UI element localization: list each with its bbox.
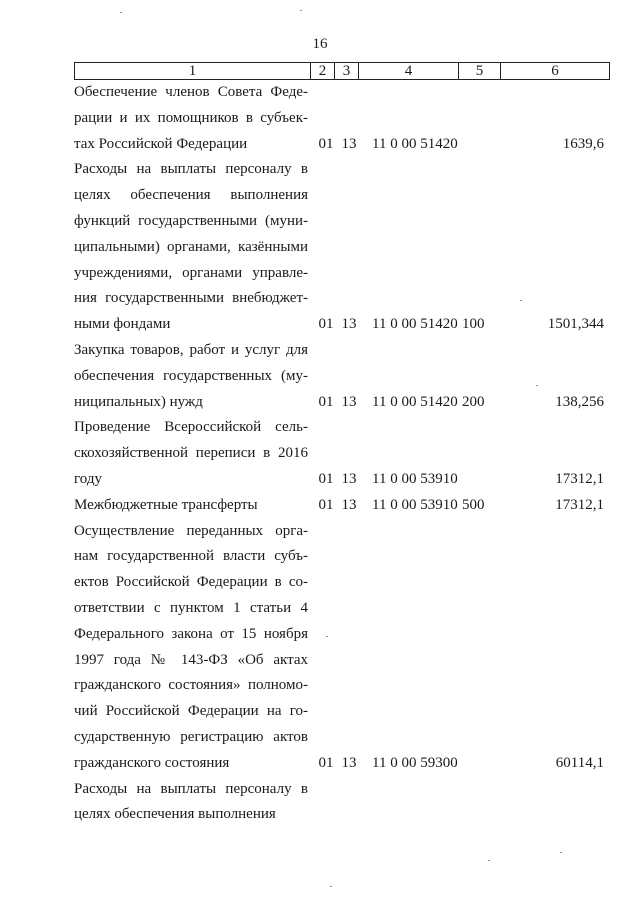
- subsection-code: 13: [341, 754, 357, 771]
- row-name-line: гражданского состояния» полномо-: [74, 677, 308, 694]
- row-name-line: ниципальных) нужд: [74, 393, 203, 410]
- row-name-line: ектов Российской Федерации в со-: [74, 574, 308, 591]
- row-name-line: ципальными) органами, казёнными: [74, 238, 308, 255]
- row-name: [74, 157, 310, 338]
- section-code: 01: [318, 470, 334, 487]
- row-name-line: рации и их помощников в субъек-: [74, 109, 308, 126]
- table-row: [74, 519, 610, 777]
- scan-speck: [520, 300, 522, 301]
- target-article-code: 11 0 00 59300: [372, 754, 458, 771]
- row-name-line: функций государственными (муни-: [74, 212, 308, 229]
- section-code: 01: [318, 393, 334, 410]
- expense-type-code: 100: [462, 316, 485, 333]
- row-name-line: Обеспечение членов Совета Феде-: [74, 84, 308, 100]
- row-name: [74, 493, 310, 519]
- amount: 138,256: [555, 393, 604, 410]
- target-article-code: 11 0 00 51420: [372, 135, 458, 152]
- scan-speck: [300, 10, 302, 11]
- expense-type-code: 200: [462, 393, 485, 410]
- row-name: [74, 415, 310, 492]
- column-header-4: 4: [359, 63, 459, 79]
- row-name-line: целях обеспечения выполнения: [74, 187, 308, 204]
- table-row: [74, 338, 610, 415]
- amount: 1639,6: [562, 135, 604, 152]
- target-article-code: 11 0 00 53910: [372, 496, 458, 513]
- row-name-line: Федерального закона от 15 ноября: [74, 625, 308, 642]
- scan-speck: [560, 852, 562, 853]
- subsection-code: 13: [341, 496, 357, 513]
- target-article-code: 11 0 00 51420: [372, 393, 458, 410]
- row-name-line: Межбюджетные трансферты: [74, 496, 258, 513]
- column-header-row: [74, 62, 610, 80]
- scan-speck: [120, 12, 122, 13]
- amount: 60114,1: [555, 754, 604, 771]
- row-name: [74, 338, 310, 415]
- row-name: [74, 80, 310, 157]
- row-name-line: скохозяйственной переписи в 2016: [74, 445, 308, 462]
- column-header-3: 3: [335, 63, 359, 79]
- table-row: [74, 157, 610, 338]
- scan-speck: [536, 385, 538, 386]
- column-header-5: 5: [459, 63, 501, 79]
- section-code: 01: [318, 496, 334, 513]
- scan-speck: [326, 636, 328, 637]
- column-header-2: 2: [311, 63, 335, 79]
- row-name: [74, 519, 310, 777]
- column-header-1: 1: [75, 63, 311, 79]
- row-name-line: обеспечения государственных (му-: [74, 367, 308, 384]
- row-name-line: Осуществление переданных орга-: [74, 522, 308, 539]
- amount: 1501,344: [547, 316, 604, 333]
- row-name-line: Проведение Всероссийской сель-: [74, 419, 308, 436]
- subsection-code: 13: [341, 470, 357, 487]
- section-code: 01: [318, 135, 334, 152]
- target-article-code: 11 0 00 53910: [372, 470, 458, 487]
- amount: 17312,1: [555, 496, 604, 513]
- row-name-line: ния государственными внебюджет-: [74, 290, 308, 307]
- row-name-line: Расходы на выплаты персоналу в: [74, 161, 308, 178]
- subsection-code: 13: [341, 316, 357, 333]
- page-number: 16: [312, 36, 328, 52]
- row-name-line: гражданского состояния: [74, 754, 230, 771]
- row-name-line: ными фондами: [74, 316, 171, 333]
- table-row: [74, 493, 610, 519]
- column-header-6: 6: [551, 63, 559, 79]
- expense-type-code: 500: [462, 496, 485, 513]
- row-name-line: чий Российской Федерации на го-: [74, 703, 308, 720]
- row-name-line: году: [74, 470, 102, 487]
- row-name-line: нам государственной власти субъ-: [74, 548, 308, 565]
- section-code: 01: [318, 316, 334, 333]
- row-name-line: Закупка товаров, работ и услуг для: [74, 341, 308, 358]
- row-name-line: 1997 года № 143-ФЗ «Об актах: [74, 651, 308, 668]
- table-row: [74, 415, 610, 492]
- row-name-line: Расходы на выплаты персоналу в: [74, 780, 308, 797]
- table-row: [74, 777, 610, 829]
- row-name-line: учреждениями, органами управле-: [74, 264, 308, 281]
- table-row: [74, 80, 610, 157]
- subsection-code: 13: [341, 393, 357, 410]
- row-name-line: целях обеспечения выполнения: [74, 806, 276, 823]
- scan-speck: [488, 860, 490, 861]
- row-name-line: ответствии с пунктом 1 статьи 4: [74, 599, 308, 616]
- subsection-code: 13: [341, 135, 357, 152]
- row-name-line: сударственную регистрацию актов: [74, 728, 308, 745]
- scan-speck: [330, 886, 332, 887]
- budget-table-body: [74, 80, 610, 828]
- section-code: 01: [318, 754, 334, 771]
- row-name-line: тах Российской Федерации: [74, 135, 248, 152]
- amount: 17312,1: [555, 470, 604, 487]
- row-name: [74, 777, 310, 829]
- target-article-code: 11 0 00 51420: [372, 316, 458, 333]
